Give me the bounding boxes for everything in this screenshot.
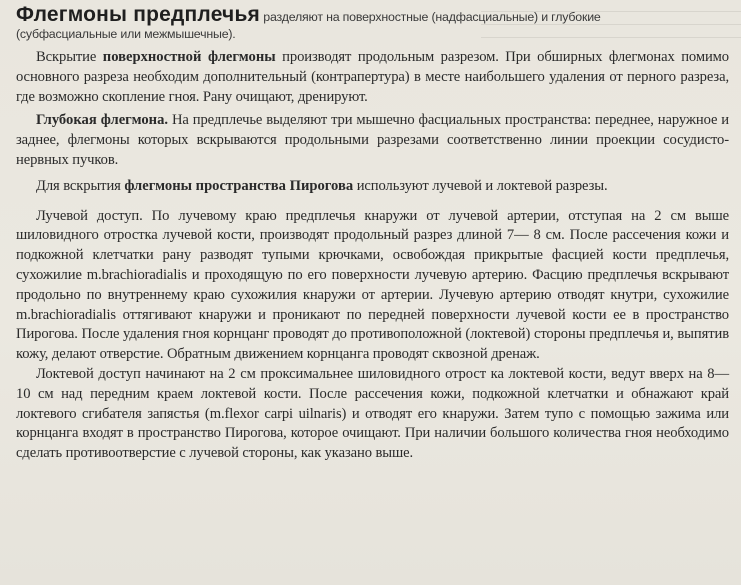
paragraph-lead: Вскрытие [36, 49, 103, 65]
section-heading [16, 3, 729, 26]
paragraph-body: используют лучевой и локтевой разрезы. [353, 177, 608, 194]
section-intro: разделяют на поверхностные (надфасциальные) и глубокие [260, 10, 601, 24]
section-intro-continuation: (субфасциальные или межмышечные). [16, 27, 236, 41]
bold-term: флегмоны пространства Пирогова [124, 177, 354, 194]
bold-term: Глубокая флегмона. [36, 112, 169, 129]
paragraph-ulnar-access: Локтевой доступ начинают на 2 см проксимальнее шиловидного отрост ка локтевой кости, ведут вверх на 8— 10 см над передним краем локтевой кости. После рассечения кожи, подкожной клетчатки и обнажают край локтевого сгибателя запястья (m.flexor carpi uilnaris) и отводят его кнаружи. Затем тупо с помощью зажима или корнцанга входят в пространство Пирогова, которое очищают. При наличии большого количества гноя необходимо сделать противоотверстие с лучевой стороны, как указано выше. [16, 365, 729, 462]
paragraph-superficial-phlegmon [16, 48, 729, 107]
paragraph-lead: Для вскрытия [36, 177, 125, 194]
section-title: Флегмоны предплечья [16, 3, 261, 26]
paragraph-body: На предплечье выделяют три мышечно фасциальных пространства: переднее, наружное и заднее, флегмоны которых вскрываются продольными разрезами соответственно линии проекции сосудисто-нервных пучков. [16, 112, 730, 168]
paragraph-pirogov-space [16, 177, 729, 197]
bold-term: поверхностной флегмоны [102, 49, 276, 65]
paragraph-radial-access: Лучевой доступ. По лучевому краю предплечья кнаружи от лучевой артерии, отступая на 2 см выше шиловидного отростка лучевой кости, производят продольный разрез длиной 7— 8 см. После рассечения кожи и подкожной клетчатки рану разводят тупыми крючками, освобождая прикрытые фасцией кости предплечья, сухожилие m.brachioradialis и проходящую по его поверхности лучевую артерию. Фасцию предплечья вскрывают продольно по внутреннему краю сухожилия кнаружи от артерии. Лучевую артерию отводят кнутри, сухожилие m.brachioradialis оттягивают кнаружи и проникают по передней поверхности лучевой кости ее в пространство Пирогова. После удаления гноя корнцанг проводят до противоположной (локтевой) стороны предплечья и, выпятив кожу, делают отверстие. Обратным движением корнцанга проводят сквозной дренаж. [16, 207, 729, 363]
paragraph-body: производят продольным разрезом. При обширных флегмонах помимо основного разреза необходим дополнительный (контрапертура) в месте наибольшего удаления от перного разреза, где возможно скопление гноя. Рану очищают, дренируют. [16, 49, 729, 105]
paragraph-deep-phlegmon [16, 111, 729, 170]
